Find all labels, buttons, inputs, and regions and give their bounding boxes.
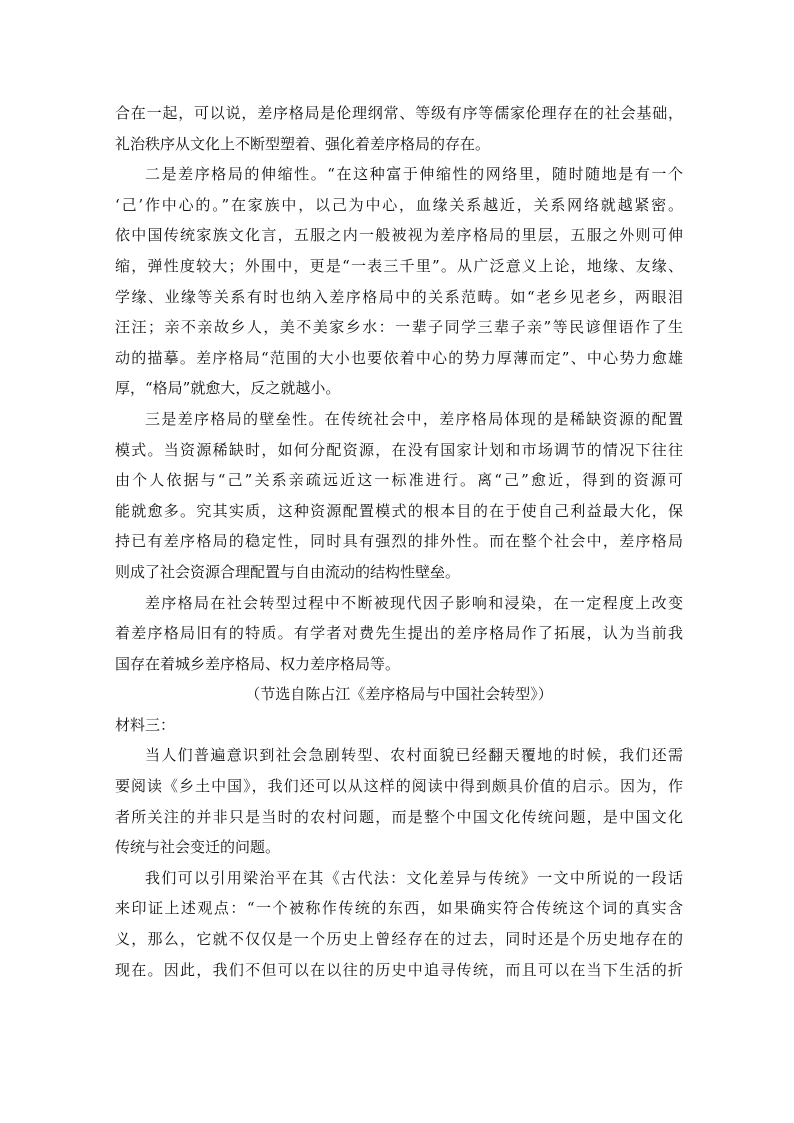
text-line: 持已有差序格局的稳定性，同时具有强烈的排外性。而在整个社会中，差序格局 <box>115 532 683 551</box>
text-line: 我们可以引用梁治平在其《古代法：文化差异与传统》一文中所说的一段话 <box>145 868 683 887</box>
text-line: 则成了社会资源合理配置与自由流动的结构性壁垒。 <box>115 562 461 581</box>
text-line: 者所关注的并非只是当时的农村问题，而是整个中国文化传统问题，是中国文化 <box>115 807 683 826</box>
text-line: 由个人依据与“己”关系亲疏远近这一标准进行。离“己”愈近，得到的资源可 <box>115 471 683 490</box>
text-line: 来印证上述观点：“一个被称作传统的东西，如果确实符合传统这个词的真实含 <box>115 899 683 918</box>
source-note-text: （节选自陈占江《差序格局与中国社会转型》） <box>245 685 553 704</box>
text-line: 模式。当资源稀缺时，如何分配资源，在没有国家计划和市场调节的情况下往往 <box>115 440 683 459</box>
paragraph-4 <box>115 588 683 680</box>
source-note <box>115 679 683 710</box>
paragraph-5 <box>115 740 683 862</box>
text-line: ‘己’作中心的。”在家族中，以己为中心，血缘关系越近，关系网络就越紧密。 <box>115 195 683 214</box>
text-line: 传统与社会变迁的问题。 <box>115 838 281 857</box>
text-line: 国存在着城乡差序格局、权力差序格局等。 <box>115 654 401 673</box>
text-line: 依中国传统家族文化言，五服之内一般被视为差序格局的里层，五服之外则可伸 <box>115 226 683 245</box>
text-line: 动的描摹。差序格局“范围的大小也要依着中心的势力厚薄而定”、中心势力愈雄 <box>115 348 683 367</box>
text-line: 三是差序格局的壁垒性。在传统社会中，差序格局体现的是稀缺资源的配置 <box>145 409 683 428</box>
text-line: 缩，弹性度较大；外围中，更是“一表三千里”。从广泛意义上论，地缘、友缘、 <box>115 256 683 275</box>
document-body <box>115 98 683 985</box>
text-line: 二是差序格局的伸缩性。“在这种富于伸缩性的网络里，随时随地是有一个 <box>145 165 683 184</box>
section-label <box>115 710 683 741</box>
section-label-text: 材料三： <box>115 715 176 734</box>
text-line: 合在一起，可以说，差序格局是伦理纲常、等级有序等儒家伦理存在的社会基础， <box>115 104 683 122</box>
text-line: 当人们普遍意识到社会急剧转型、农村面貌已经翻天覆地的时候，我们还需 <box>145 746 683 765</box>
text-line: 厚，“格局”就愈大，反之就越小。 <box>115 379 341 398</box>
text-line: 现在。因此，我们不但可以在以往的历史中追寻传统，而且可以在当下生活的折 <box>115 960 683 979</box>
paragraph-3 <box>115 404 683 588</box>
text-line: 要阅读《乡土中国》，我们还可以从这样的阅读中得到颇具价值的启示。因为，作 <box>115 777 683 796</box>
paragraph-2 <box>115 159 683 404</box>
text-line: 学缘、业缘等关系有时也纳入差序格局中的关系范畴。如“老乡见老乡，两眼泪 <box>115 287 683 306</box>
text-line: 着差序格局旧有的特质。有学者对费先生提出的差序格局作了拓展，认为当前我 <box>115 624 683 643</box>
text-line: 汪汪；亲不亲故乡人，美不美家乡水：一辈子同学三辈子亲”等民谚俚语作了生 <box>115 318 683 337</box>
paragraph-6 <box>115 863 683 985</box>
text-line: 能就愈多。究其实质，这种资源配置模式的根本目的在于使自己利益最大化，保 <box>115 501 683 520</box>
text-line: 义，那么，它就不仅仅是一个历史上曾经存在的过去，同时还是个历史地存在的 <box>115 930 683 949</box>
text-line: 礼治秩序从文化上不断型塑着、强化着差序格局的存在。 <box>115 134 491 153</box>
text-line: 差序格局在社会转型过程中不断被现代因子影响和浸染，在一定程度上改变 <box>145 593 683 612</box>
paragraph-1 <box>115 98 683 159</box>
